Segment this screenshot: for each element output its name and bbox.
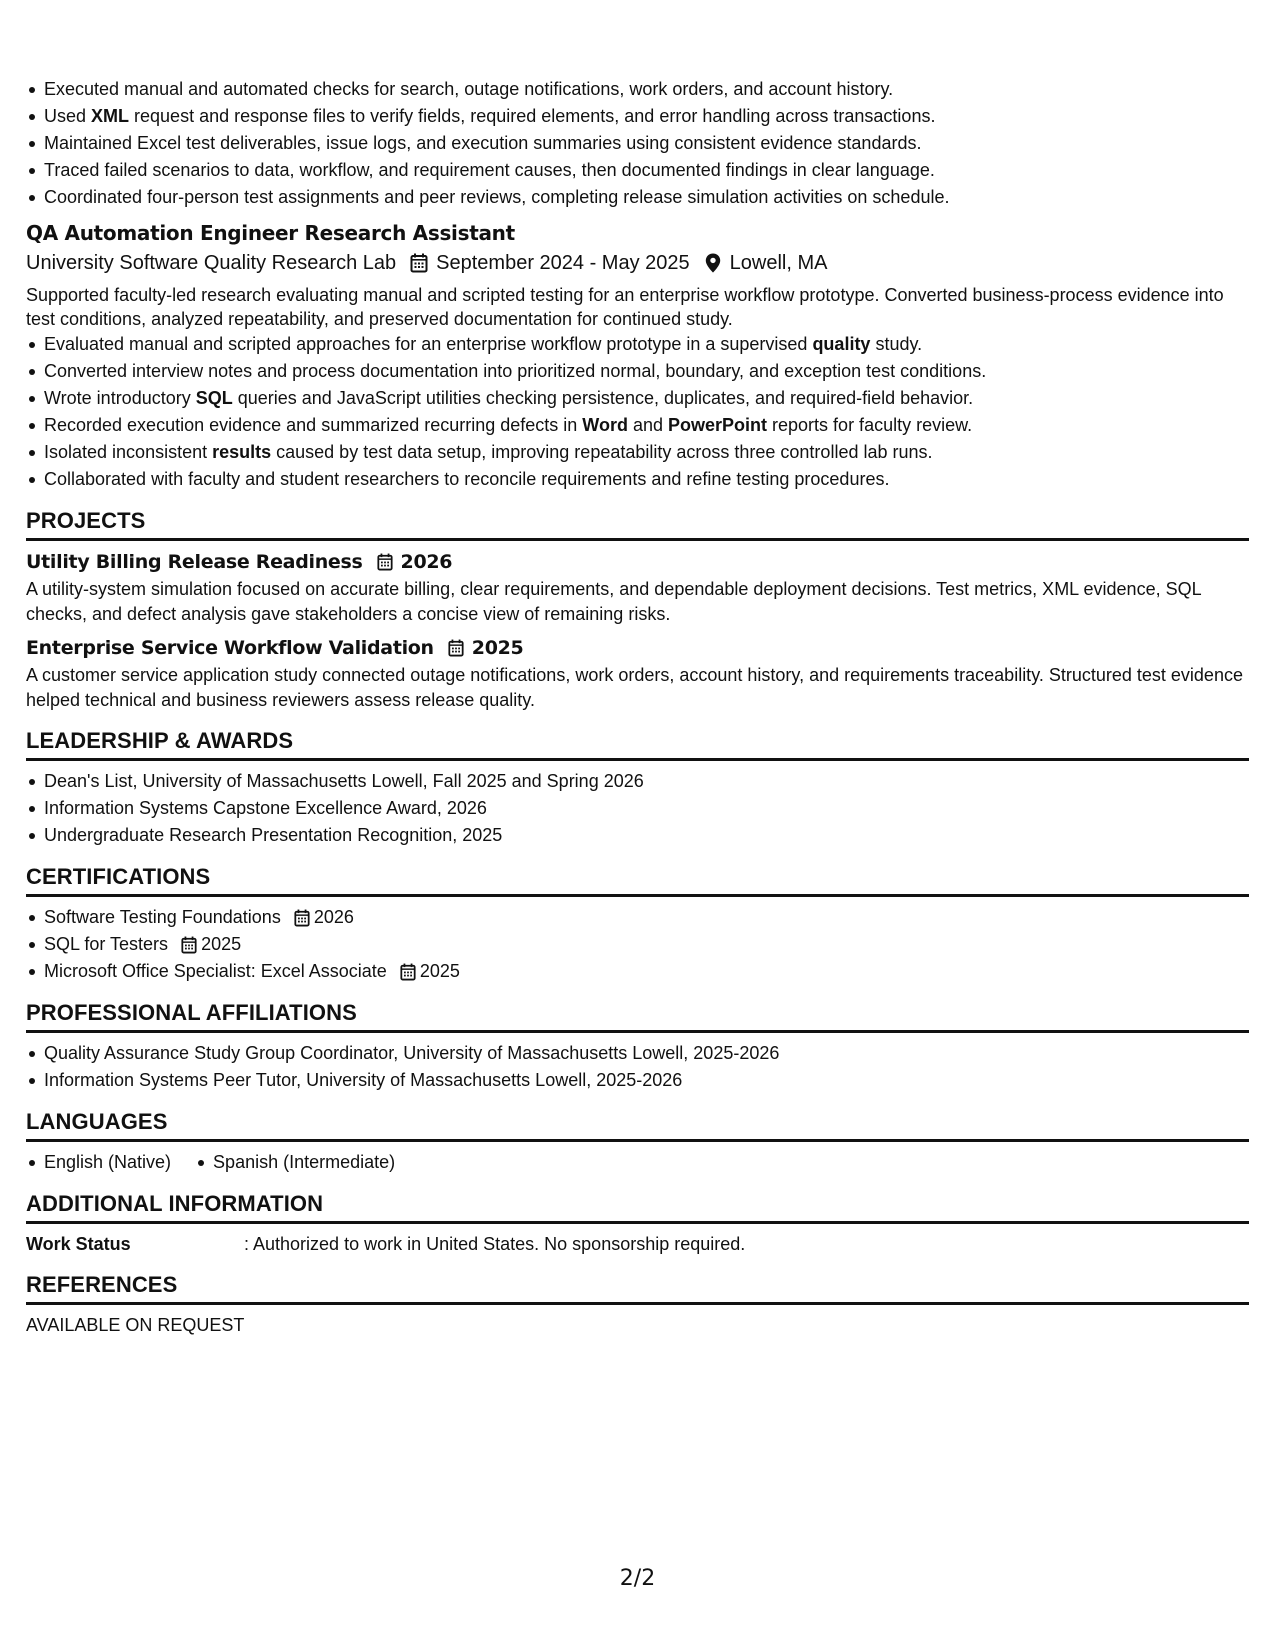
leadership-list: [26, 768, 1249, 849]
certifications-list: [26, 904, 1249, 985]
references-text: AVAILABLE ON REQUEST: [26, 1315, 245, 1335]
work-status-value: : Authorized to work in United States. No sponsorship required.: [244, 1234, 746, 1254]
calendar-icon: [408, 252, 430, 274]
bold-keyword: Word: [582, 415, 628, 435]
section-heading-languages: LANGUAGES: [26, 1108, 1249, 1142]
language-item: English (Native): [26, 1149, 171, 1176]
section-heading-additional: ADDITIONAL INFORMATION: [26, 1190, 1249, 1224]
calendar-icon: [446, 638, 466, 658]
bullet-item: Collaborated with faculty and student researchers to reconcile requirements and refine testing procedures.: [26, 466, 1249, 493]
certification-name: Microsoft Office Specialist: Excel Associate: [44, 961, 387, 981]
affiliations-list: [26, 1040, 1249, 1094]
bullet-item: Executed manual and automated checks for search, outage notifications, work orders, and account history.: [26, 76, 1249, 103]
role-title: QA Automation Engineer Research Assistant: [26, 221, 515, 245]
project-title-row: [26, 635, 1249, 661]
bold-keyword: PowerPoint: [668, 415, 768, 435]
map-pin-icon: [702, 252, 724, 274]
bold-keyword: results: [212, 442, 272, 462]
calendar-icon: [293, 909, 311, 927]
bullet-item: Wrote introductory SQL queries and JavaScript utilities checking persistence, duplicates, and required-field behavior.: [26, 385, 1249, 412]
role-bullets: [26, 331, 1249, 493]
role-meta: [26, 249, 1249, 277]
section-heading-projects: PROJECTS: [26, 507, 1249, 541]
bullet-item: Evaluated manual and scripted approaches for an enterprise workflow prototype in a supervised quality study.: [26, 331, 1249, 358]
award-item: Dean's List, University of Massachusetts Lowell, Fall 2025 and Spring 2026: [26, 768, 1249, 795]
calendar-icon: [180, 936, 198, 954]
project-description: A utility-system simulation focused on accurate billing, clear requirements, and dependable deployment decisions. Test metrics, XML evidence, SQL checks, and defect analysis gave stakeholders a concise view of remaining risks.: [26, 579, 1201, 624]
language-item: Spanish (Intermediate): [195, 1149, 395, 1176]
project-description: A customer service application study connected outage notifications, work orders, account history, and requirements traceability. Structured test evidence helped technical and business reviewers assess release quality.: [26, 665, 1243, 710]
certification-year: 2025: [201, 934, 242, 954]
certification-item: [26, 904, 1249, 931]
work-status-label: Work Status: [26, 1234, 131, 1254]
certification-name: Software Testing Foundations: [44, 907, 281, 927]
certification-item: [26, 931, 1249, 958]
section-heading-certifications: CERTIFICATIONS: [26, 863, 1249, 897]
role-summary: Supported faculty-led research evaluating manual and scripted testing for an enterprise workflow prototype. Converted business-process evidence into test conditions, analyzed repeatability, and preserved documentation for continued study.: [26, 285, 1224, 329]
project-year: 2025: [471, 637, 524, 659]
bullet-item: Maintained Excel test deliverables, issue logs, and execution summaries using consistent evidence standards.: [26, 130, 1249, 157]
resume-page: [26, 76, 1249, 1338]
project-title: Enterprise Service Workflow Validation: [26, 637, 434, 659]
project-title-row: [26, 549, 1249, 575]
role-org: University Software Quality Research Lab: [26, 252, 397, 274]
certification-row: [44, 931, 1249, 958]
section-heading-references: REFERENCES: [26, 1271, 1249, 1305]
bullet-item: Recorded execution evidence and summarized recurring defects in Word and PowerPoint reports for faculty review.: [26, 412, 1249, 439]
project-year: 2026: [400, 551, 453, 573]
bullet-item: Used XML request and response files to verify fields, required elements, and error handling across transactions.: [26, 103, 1249, 130]
affiliation-item: Information Systems Peer Tutor, University of Massachusetts Lowell, 2025-2026: [26, 1067, 1249, 1094]
page-number: 2/2: [619, 1566, 656, 1591]
role-location: Lowell, MA: [729, 252, 828, 274]
bullet-item: Converted interview notes and process documentation into prioritized normal, boundary, and exception test conditions.: [26, 358, 1249, 385]
languages-list: [26, 1149, 1249, 1176]
work-status-row: [26, 1231, 1249, 1257]
bold-keyword: quality: [812, 334, 871, 354]
section-heading-leadership: LEADERSHIP & AWARDS: [26, 727, 1249, 761]
affiliation-item: Quality Assurance Study Group Coordinator, University of Massachusetts Lowell, 2025-2026: [26, 1040, 1249, 1067]
certification-name: SQL for Testers: [44, 934, 169, 954]
section-heading-affiliations: PROFESSIONAL AFFILIATIONS: [26, 999, 1249, 1033]
certification-row: [44, 958, 1249, 985]
calendar-icon: [375, 552, 395, 572]
certification-item: [26, 958, 1249, 985]
bullet-item: Isolated inconsistent results caused by test data setup, improving repeatability across three controlled lab runs.: [26, 439, 1249, 466]
award-item: Undergraduate Research Presentation Recognition, 2025: [26, 822, 1249, 849]
certification-row: [44, 904, 1249, 931]
role-dates: September 2024 - May 2025: [436, 252, 690, 274]
bullet-item: Traced failed scenarios to data, workflow, and requirement causes, then documented findings in clear language.: [26, 157, 1249, 184]
calendar-icon: [399, 963, 417, 981]
project-title: Utility Billing Release Readiness: [26, 551, 363, 573]
bold-keyword: SQL: [195, 388, 233, 408]
award-item: Information Systems Capstone Excellence Award, 2026: [26, 795, 1249, 822]
certification-year: 2025: [419, 961, 460, 981]
experience-bullets: [26, 76, 1249, 211]
certification-year: 2026: [313, 907, 354, 927]
projects-list: [26, 549, 1249, 713]
bullet-item: Coordinated four-person test assignments and peer reviews, completing release simulation activities on schedule.: [26, 184, 1249, 211]
bold-keyword: XML: [91, 106, 130, 126]
